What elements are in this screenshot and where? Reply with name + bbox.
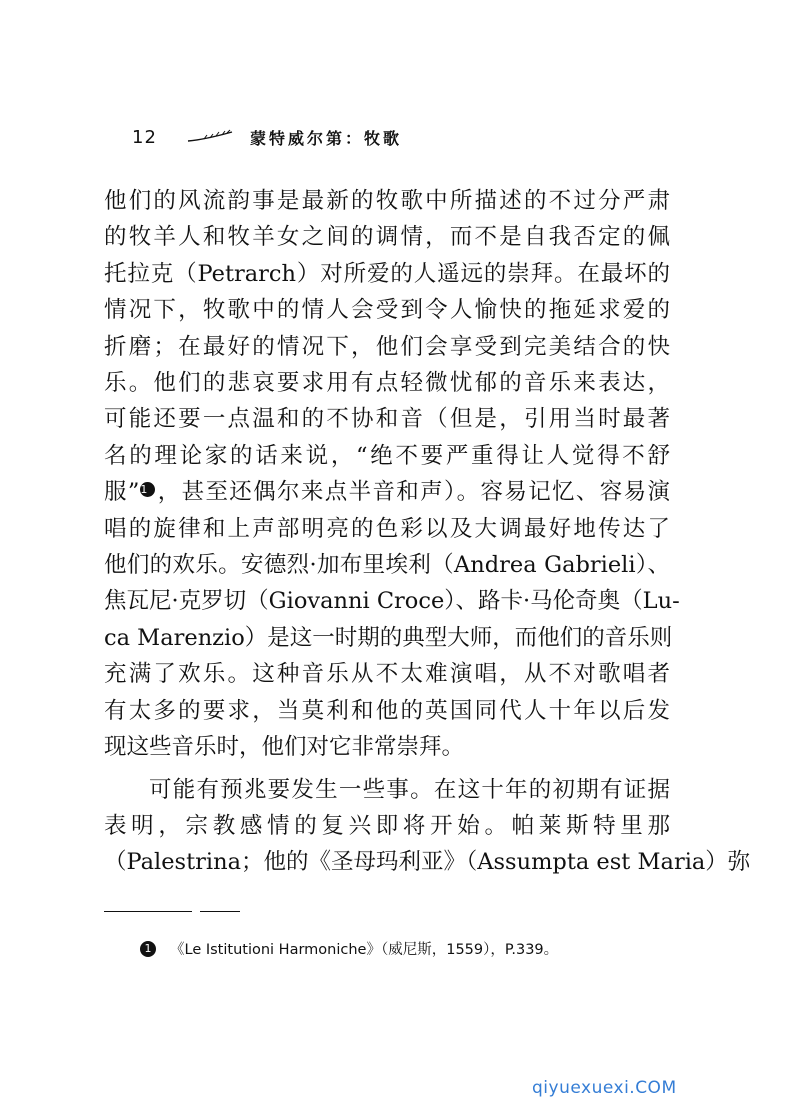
text-line: 表明，宗教感情的复兴即将开始。帕莱斯特里那 bbox=[104, 812, 670, 839]
footnote-divider bbox=[104, 911, 242, 913]
body-text bbox=[104, 183, 751, 881]
text-line: 的牧羊人和牧羊女之间的调情，而不是自我否定的佩 bbox=[104, 224, 670, 251]
feather-ornament-icon bbox=[186, 129, 236, 145]
text-line: 唱的旋律和上声部明亮的色彩以及大调最好地传达了 bbox=[104, 515, 670, 542]
text-line: 可能还要一点温和的不协和音（但是，引用当时最著 bbox=[104, 406, 670, 433]
text-line: ca Marenzio）是这一时期的典型大师，而他们的音乐则 bbox=[104, 624, 673, 651]
page-header bbox=[132, 124, 402, 150]
paragraph bbox=[104, 183, 680, 766]
text-line: 名的理论家的话来说，“绝不要严重得让人觉得不舒 bbox=[104, 442, 670, 469]
text-line-with-footnote bbox=[104, 474, 670, 510]
text-line: 充满了欢乐。这种音乐从不太难演唱，从不对歌唱者 bbox=[104, 661, 670, 688]
text-fragment: ，甚至还偶尔来点半音和声）。容易记忆、容易演 bbox=[156, 479, 670, 506]
paragraph bbox=[104, 772, 751, 881]
text-line: 焦瓦尼·克罗切（Giovanni Croce）、路卡·马伦奇奥（Lu- bbox=[104, 588, 680, 615]
footnote-text: 《Le Istitutioni Harmoniche》（威尼斯，1559），P.339。 bbox=[170, 942, 559, 958]
text-line: 可能有预兆要发生一些事。在这十年的初期有证据 bbox=[149, 776, 670, 803]
text-fragment: 服” bbox=[104, 479, 140, 506]
text-line: 有太多的要求，当莫利和他的英国同代人十年以后发 bbox=[104, 697, 670, 724]
text-line: 折磨；在最好的情况下，他们会享受到完美结合的快 bbox=[104, 333, 670, 360]
divider-segment bbox=[104, 911, 192, 912]
footnote-marker: 1 bbox=[140, 941, 156, 957]
text-line: 他们的欢乐。安德烈·加布里埃利（Andrea Gabrieli）、 bbox=[104, 552, 670, 579]
text-line: 情况下，牧歌中的情人会受到令人愉快的拖延求爱的 bbox=[104, 297, 670, 324]
text-line: 他们的风流韵事是最新的牧歌中所描述的不过分严肃 bbox=[104, 188, 670, 214]
text-line: 乐。他们的悲哀要求用有点轻微忧郁的音乐来表达， bbox=[104, 370, 670, 397]
footnote-reference[interactable]: 1 bbox=[140, 482, 155, 497]
text-line: （Palestrina；他的《圣母玛利亚》（Assumpta est Maria）弥 bbox=[104, 849, 751, 876]
page-number: 12 bbox=[132, 126, 157, 148]
footnote bbox=[140, 938, 558, 959]
text-line: 现这些音乐时，他们对它非常崇拜。 bbox=[104, 734, 465, 761]
running-title: 蒙特威尔第：牧歌 bbox=[250, 128, 403, 148]
watermark: qiyuexuexi.COM bbox=[532, 1078, 677, 1098]
divider-segment bbox=[200, 911, 240, 912]
text-line: 托拉克（Petrarch）对所爱的人遥远的崇拜。在最坏的 bbox=[104, 260, 670, 287]
